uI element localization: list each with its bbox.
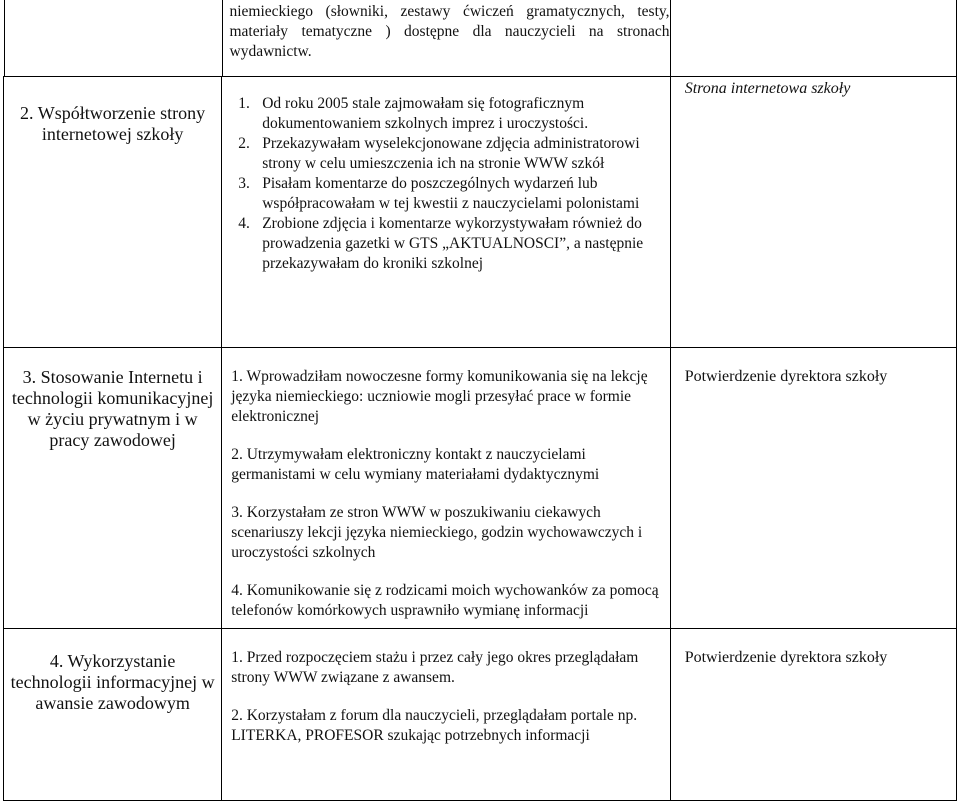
list-item: 4. Komunikowanie się z rodzicami moich wychowanków za pomocą telefonów komórkowych usprawniło wymianę informacji xyxy=(231,582,659,619)
list-item: 4. Zrobione zdjęcia i komentarze wykorzystywałam również do prowadzenia gazetki w GTS „AKTUALNOSCI”, a następnie przekazywałam do kroniki szkolnej xyxy=(238,215,644,272)
proof-cell xyxy=(670,77,956,348)
list-item: 2. Utrzymywałam elektroniczny kontakt z nauczycielami germanistami w celu wymiany materiałami dydaktycznymi xyxy=(231,446,600,483)
actions-cell xyxy=(222,629,670,801)
table-row-continuation xyxy=(4,0,957,77)
proof-text: Potwierdzenie dyrektora szkoły xyxy=(684,649,888,666)
proof-text: Potwierdzenie dyrektora szkoły xyxy=(684,368,888,385)
actions-list xyxy=(238,94,661,274)
list-item: 3. Pisałam komentarze do poszczególnych wydarzeń lub współpracowałam w tej kwestii z nauczycielami polonistami xyxy=(238,175,640,212)
proof-cell xyxy=(670,629,956,801)
list-item: 2. Korzystałam z forum dla nauczycieli, przeglądałam portale np. LITERKA, PROFESOR szukając potrzebnych informacji xyxy=(231,707,638,744)
actions-cell xyxy=(222,77,670,348)
criterion-text: 3. Stosowanie Internetu i technologii komunikacyjnej w życiu prywatnym i w pracy zawodowej xyxy=(11,367,214,450)
proof-cell xyxy=(670,348,956,629)
criterion-text: 2. Współtworzenie strony internetowej szkoły xyxy=(20,103,206,144)
proof-text: Strona internetowa szkoły xyxy=(684,80,851,97)
criterion-cell xyxy=(4,77,222,348)
list-item: 3. Korzystałam ze stron WWW w poszukiwaniu ciekawych scenariuszy lekcji języka niemieckiego, godzin wychowawczych i uroczystości szkolnych xyxy=(231,504,643,561)
list-item: 2. Przekazywałam wyselekcjonowane zdjęcia administratorowi strony w celu umieszczenia ich na stronie WWW szkół xyxy=(238,135,640,172)
table-row xyxy=(4,77,957,348)
actions-cell xyxy=(222,348,670,629)
list-item: 1. Przed rozpoczęciem stażu i przez cały jego okres przeglądałam strony WWW związane z awansem. xyxy=(231,649,639,686)
table-row xyxy=(4,629,957,801)
list-item: 1. Wprowadziłam nowoczesne formy komunikowania się na lekcję języka niemieckiego: uczniowie mogli przesyłać prace w formie elektronicznej xyxy=(231,368,648,425)
list-item: 1. Od roku 2005 stale zajmowałam się fotograficznym dokumentowaniem szkolnych imprez i uroczystości. xyxy=(238,95,589,132)
table-row xyxy=(4,348,957,629)
criterion-cell xyxy=(4,629,222,801)
continuation-text: niemieckiego (słowniki, zestawy ćwiczeń gramatycznych, testy, materiały tematyczne ) dostępne dla nauczycieli na stronach wydawnictw. xyxy=(229,3,670,60)
continuation-cell xyxy=(4,0,957,77)
activity-table xyxy=(3,0,957,801)
criterion-text: 4. Wykorzystanie technologii informacyjnej w awansie zawodowym xyxy=(10,651,215,713)
criterion-cell xyxy=(4,348,222,629)
